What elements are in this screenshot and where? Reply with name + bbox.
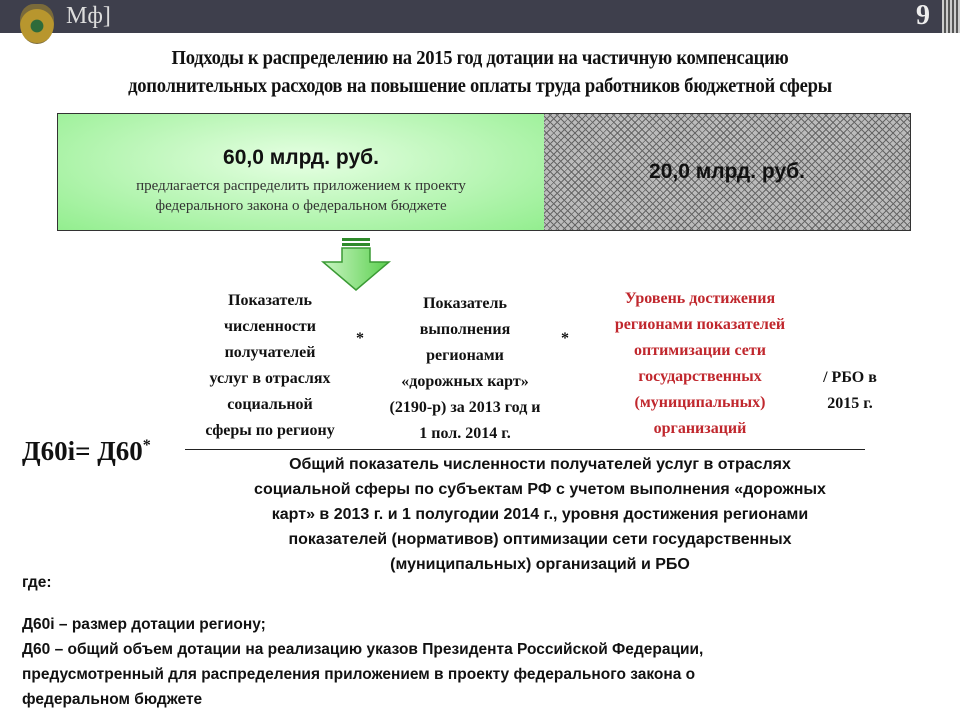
line: социальной сферы по субъектам РФ с учетом выполнения «дорожных [254,481,826,498]
line: регионами показателей [614,316,786,333]
right-amount: 20,0 млрд. руб. [649,160,805,183]
where-label: где: [22,574,52,591]
line: Общий показатель численности получателей услуг в отраслях [289,456,791,473]
line: численности [223,318,317,335]
definitions [22,612,703,712]
header-bar [0,0,960,33]
line: сферы по региону [205,422,335,439]
fraction-line [185,449,865,450]
line: показателей (нормативов) оптимизации сети государственных [288,531,792,548]
definition-line: предусмотренный для распределения приложением в проекту федерального закона о [22,666,696,683]
lhs-text: Д60i= Д60 [22,436,143,466]
decorative-stripes [942,0,960,33]
multiply-sign: * [561,330,569,347]
line: оптимизации сети [634,342,766,359]
coat-of-arms-logo [20,4,54,44]
note-line: предлагается распределить приложением к проекту [136,178,466,194]
indicator-recipients [180,288,360,444]
multiply-sign: * [356,330,364,347]
title-line: Подходы к распределению на 2015 год дотации на частичную компенсацию [171,47,789,69]
line: регионами [426,347,504,364]
distributed-portion [58,114,544,230]
definition-line: Д60i – размер дотации региону; [22,616,266,633]
line: 1 пол. 2014 г. [419,425,511,442]
multiply-sign: * [142,437,151,454]
line: 2015 г. [827,395,873,412]
brand-label: Мф] [66,3,111,29]
line: / РБО в [823,369,877,386]
funding-split-box [57,113,911,231]
rbo-divisor [800,365,900,417]
left-note [58,176,544,216]
line: Уровень достижения [624,290,776,307]
title-line: дополнительных расходов на повышение оплаты труда работников бюджетной сферы [128,75,832,97]
line: «дорожных карт» [401,373,529,390]
line: организаций [653,420,747,437]
definition-line: Д60 – общий объем дотации на реализацию указов Президента Российской Федерации, [22,641,704,658]
line: услуг в отраслях [209,370,331,387]
slide-title [34,44,927,100]
definition-line: федеральном бюджете [22,691,203,708]
slide-number: 9 [916,0,930,31]
line: Показатель [228,292,312,309]
line: карт» в 2013 г. и 1 полугодии 2014 г., уровня достижения регионами [271,506,809,523]
line: Показатель [423,295,507,312]
line: социальной [227,396,313,413]
denominator [180,452,900,577]
line: выполнения [419,321,511,338]
indicator-roadmaps [360,291,570,447]
formula-lhs [22,436,151,467]
line: (муниципальных) [634,394,766,411]
remaining-portion [544,114,910,230]
down-arrow-icon [320,236,392,292]
indicator-optimization [585,286,815,442]
line: (муниципальных) организаций и РБО [390,556,690,573]
line: (2190-р) за 2013 год и [389,399,541,416]
left-amount: 60,0 млрд. руб. [223,146,379,169]
note-line: федерального закона о федеральном бюджете [155,198,447,214]
line: получателей [224,344,316,361]
line: государственных [638,368,762,385]
